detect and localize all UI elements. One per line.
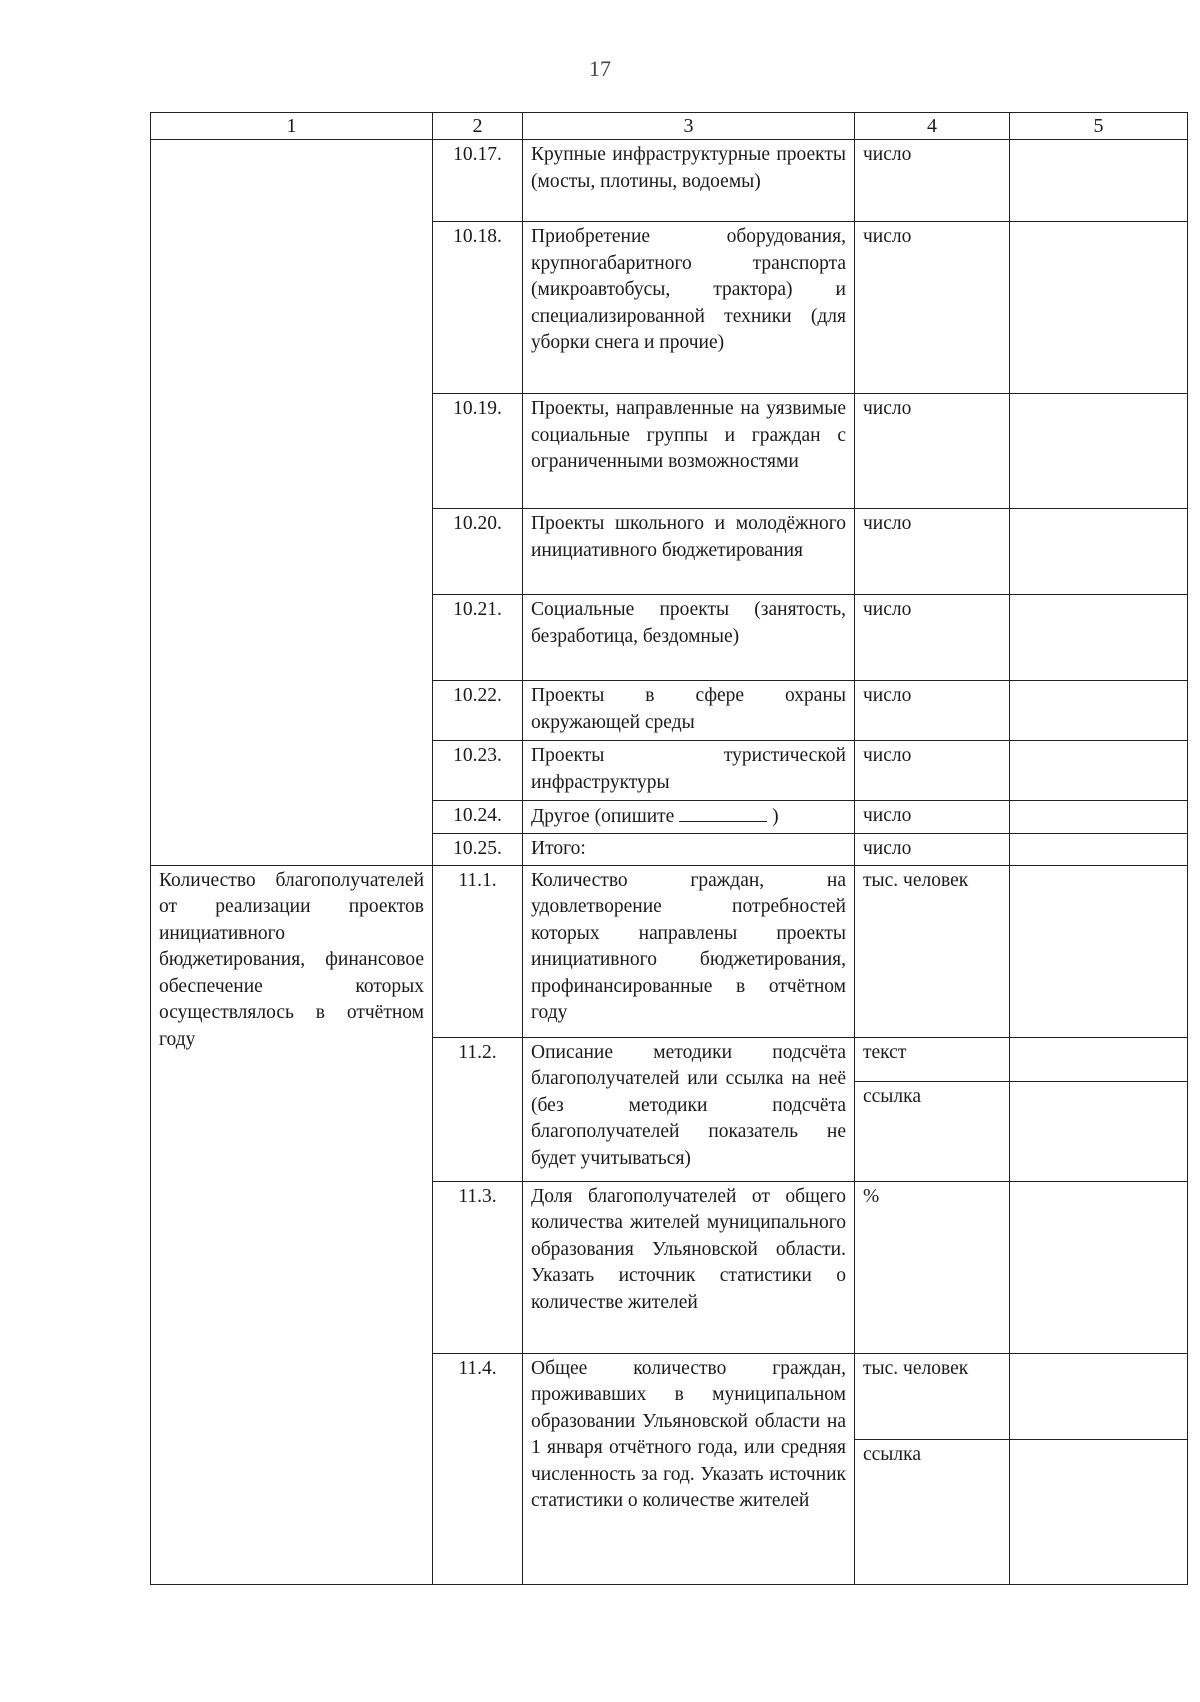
row-description: Социальные проекты (занятость, безработица, бездомные) xyxy=(523,595,855,681)
row-value-cell[interactable] xyxy=(1010,1439,1188,1584)
row-description: Количество граждан, на удовлетворение потребностей которых направлены проекты инициативного бюджетирования, профинансированные в отчётном году xyxy=(523,865,855,1037)
row-number: 10.20. xyxy=(433,509,523,595)
row-description: Описание методики подсчёта благополучателей или ссылка на неё (без методики подсчёта благополучателей показатель не будет учитываться) xyxy=(523,1037,855,1181)
row-unit: число xyxy=(855,595,1010,681)
row-unit: число xyxy=(855,140,1010,222)
other-close-paren: ) xyxy=(772,806,779,827)
row-value-cell[interactable] xyxy=(1010,801,1188,834)
row-number: 10.18. xyxy=(433,222,523,394)
row-unit: число xyxy=(855,833,1010,865)
row-description xyxy=(523,801,855,834)
row-unit: число xyxy=(855,681,1010,741)
row-description: Приобретение оборудования, крупногабаритного транспорта (микроавтобусы, трактора) и специализированной техники (для уборки снега и прочие) xyxy=(523,222,855,394)
row-value-cell[interactable] xyxy=(1010,1181,1188,1353)
row-unit: число xyxy=(855,801,1010,834)
row-value-cell[interactable] xyxy=(1010,1081,1188,1181)
row-unit: ссылка xyxy=(855,1439,1010,1584)
row-value-cell[interactable] xyxy=(1010,865,1188,1037)
row-unit: число xyxy=(855,509,1010,595)
header-col-4: 4 xyxy=(855,113,1010,140)
row-number: 10.22. xyxy=(433,681,523,741)
row-description: Итого: xyxy=(523,833,855,865)
row-unit: текст xyxy=(855,1037,1010,1081)
row-unit: ссылка xyxy=(855,1081,1010,1181)
table-row xyxy=(151,140,1188,222)
row-unit: число xyxy=(855,222,1010,394)
indicator-name: Количество благополучателей от реализации проектов инициативного бюджетирования, финансовое обеспечение которых осуществлялось в отчётном году xyxy=(151,865,433,1584)
other-label: Другое (опишите xyxy=(531,806,675,827)
row-value-cell[interactable] xyxy=(1010,140,1188,222)
row-number: 11.2. xyxy=(433,1037,523,1181)
row-number: 10.17. xyxy=(433,140,523,222)
row-unit: тыс. человек xyxy=(855,1353,1010,1439)
row-value-cell[interactable] xyxy=(1010,222,1188,394)
row-description: Общее количество граждан, проживавших в муниципальном образовании Ульяновской области на 1 января отчётного года, или средняя численность за год. Указать источник статистики о количестве жителей xyxy=(523,1353,855,1584)
row-unit: число xyxy=(855,741,1010,801)
row-number: 11.1. xyxy=(433,865,523,1037)
row-value-cell[interactable] xyxy=(1010,595,1188,681)
row-description: Доля благополучателей от общего количества жителей муниципального образования Ульяновской области. Указать источник статистики о количестве жителей xyxy=(523,1181,855,1353)
row-description: Проекты в сфере охраны окружающей среды xyxy=(523,681,855,741)
indicators-table xyxy=(150,112,1188,1585)
row-unit: тыс. человек xyxy=(855,865,1010,1037)
row-description: Проекты, направленные на уязвимые социальные группы и граждан с ограниченными возможностями xyxy=(523,394,855,509)
row-value-cell[interactable] xyxy=(1010,681,1188,741)
row-value-cell[interactable] xyxy=(1010,1037,1188,1081)
header-col-2: 2 xyxy=(433,113,523,140)
page-number: 17 xyxy=(589,56,611,81)
row-number: 10.21. xyxy=(433,595,523,681)
other-description-blank[interactable] xyxy=(679,803,767,822)
table-row xyxy=(151,865,1188,1037)
row-description: Крупные инфраструктурные проекты (мосты, плотины, водоемы) xyxy=(523,140,855,222)
header-col-3: 3 xyxy=(523,113,855,140)
row-value-cell[interactable] xyxy=(1010,1353,1188,1439)
row-value-cell[interactable] xyxy=(1010,833,1188,865)
row-value-cell[interactable] xyxy=(1010,509,1188,595)
row-number: 11.4. xyxy=(433,1353,523,1584)
row-number: 11.3. xyxy=(433,1181,523,1353)
row-value-cell[interactable] xyxy=(1010,741,1188,801)
row-number: 10.24. xyxy=(433,801,523,834)
indicator-cell-continued xyxy=(151,140,433,866)
row-description: Проекты туристической инфраструктуры xyxy=(523,741,855,801)
row-description: Проекты школьного и молодёжного инициативного бюджетирования xyxy=(523,509,855,595)
row-unit: число xyxy=(855,394,1010,509)
row-number: 10.19. xyxy=(433,394,523,509)
row-number: 10.23. xyxy=(433,741,523,801)
header-col-1: 1 xyxy=(151,113,433,140)
header-col-5: 5 xyxy=(1010,113,1188,140)
row-unit: % xyxy=(855,1181,1010,1353)
header-row xyxy=(151,113,1188,140)
row-number: 10.25. xyxy=(433,833,523,865)
row-value-cell[interactable] xyxy=(1010,394,1188,509)
